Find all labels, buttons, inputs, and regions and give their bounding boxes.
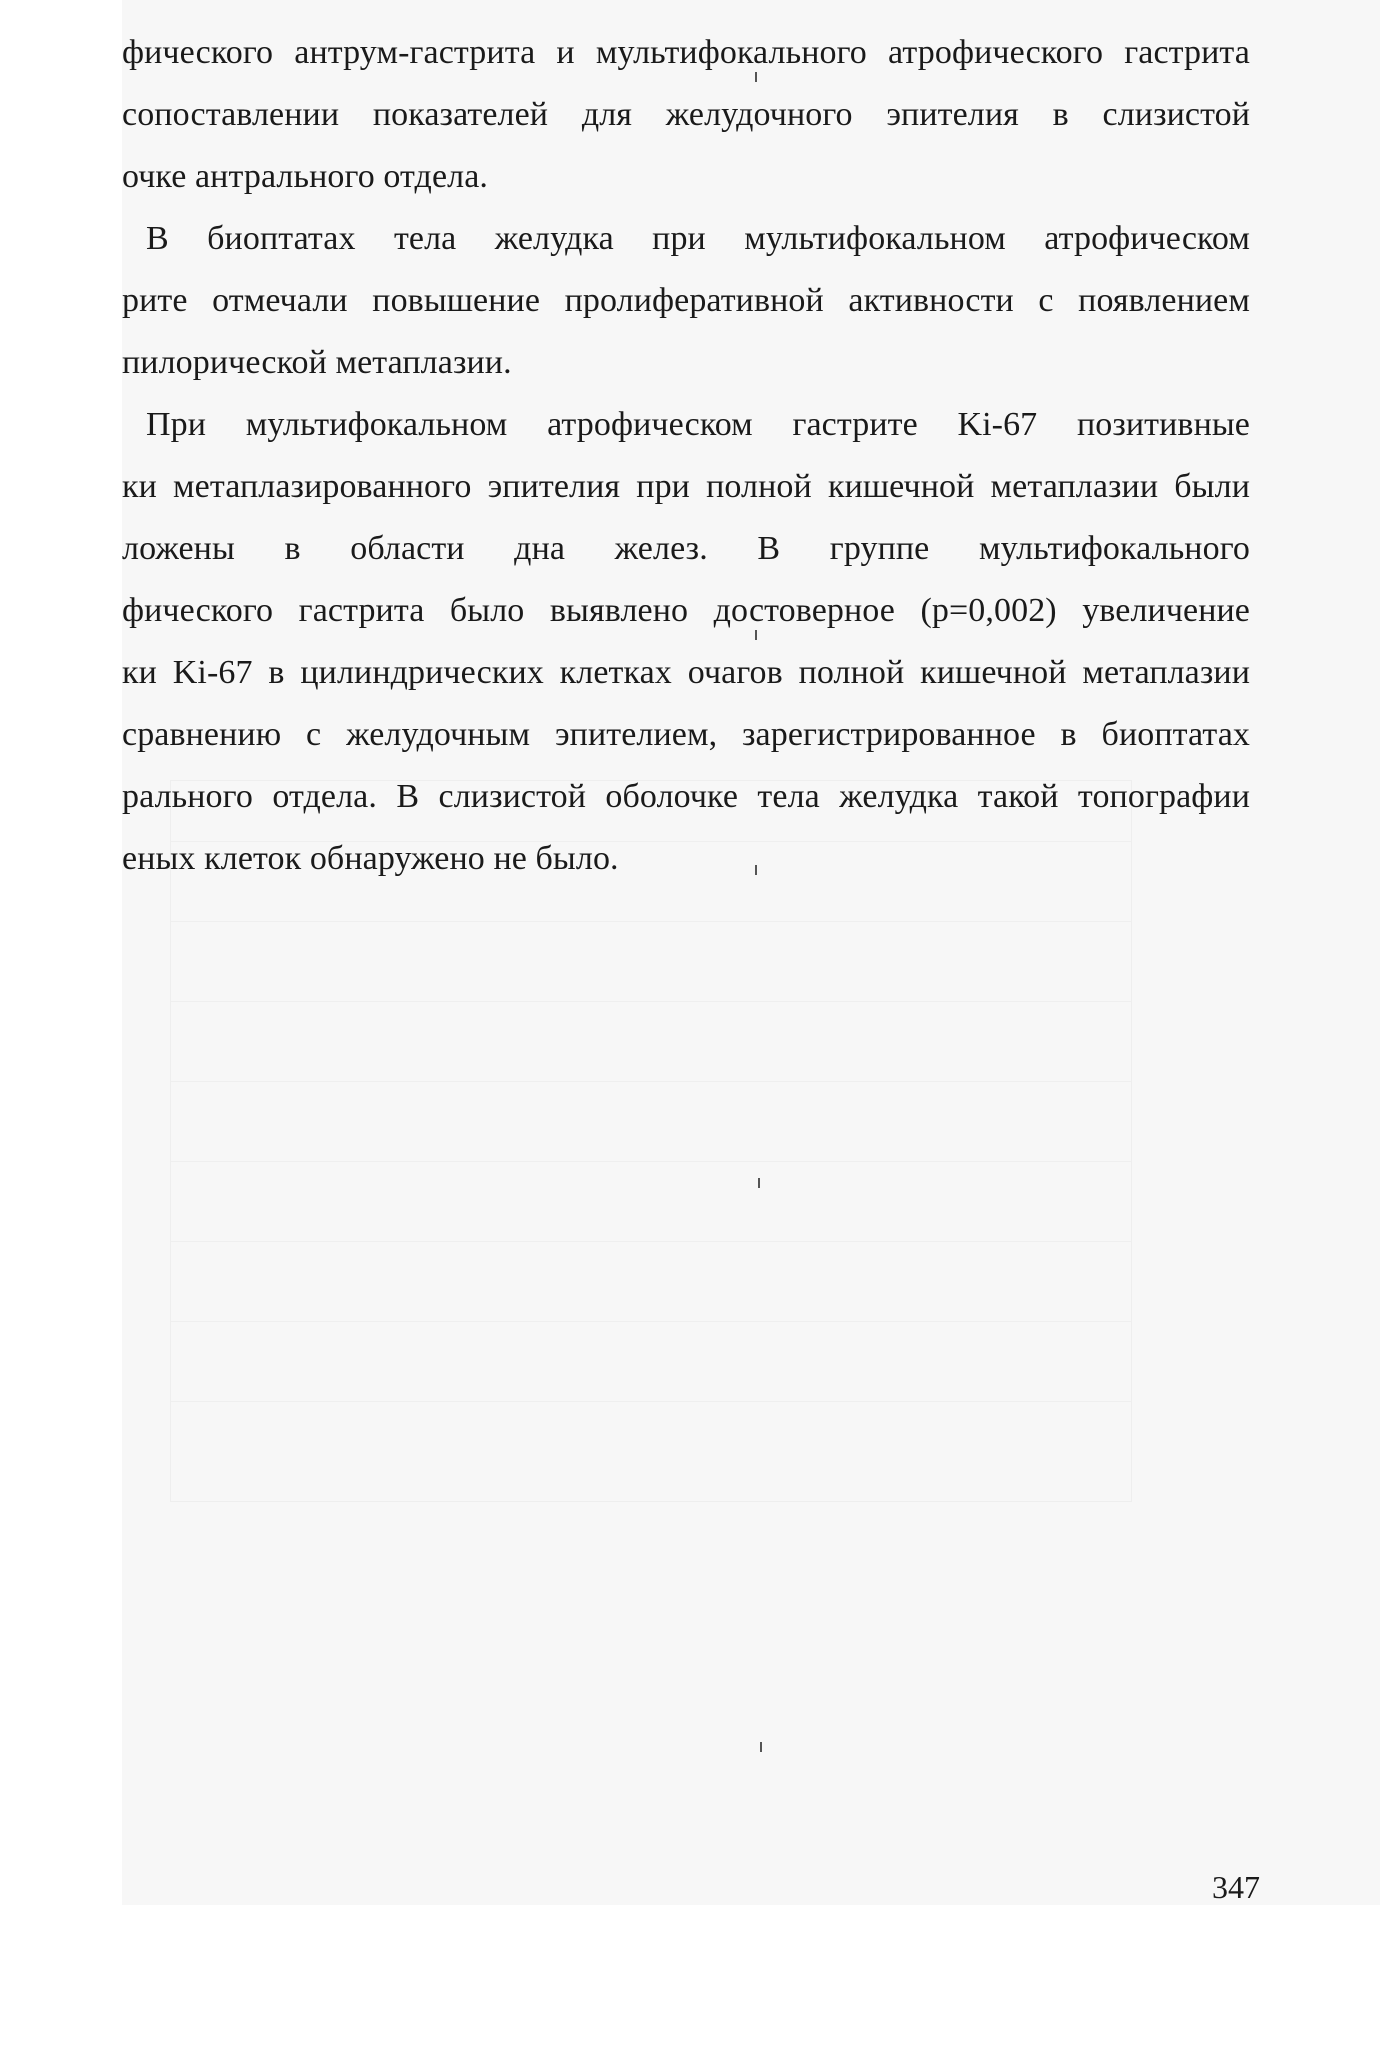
scan-speck bbox=[755, 630, 757, 640]
text-line: ложены в области дна желез. В группе мультифокального bbox=[122, 530, 1250, 567]
text-line: ки метаплазированного эпителия при полной кишечной метаплазии были bbox=[122, 468, 1250, 505]
text-line: сопоставлении показателей для желудочного эпителия в слизистой bbox=[122, 96, 1250, 133]
text-line: ки Ki-67 в цилиндрических клетках очагов полной кишечной метаплазии bbox=[122, 654, 1250, 691]
text-line: пилорической метаплазии. bbox=[122, 344, 512, 381]
scan-speck bbox=[755, 865, 757, 875]
scan-speck bbox=[755, 72, 757, 82]
text-line: фического гастрита было выявлено достоверное (p=0,002) увеличение bbox=[122, 592, 1250, 629]
text-line: сравнению с желудочным эпителием, зарегистрированное в биоптатах bbox=[122, 716, 1250, 753]
text-line: В биоптатах тела желудка при мультифокальном атрофическом bbox=[146, 220, 1250, 257]
scan-speck bbox=[758, 1178, 760, 1188]
text-line: еных клеток обнаружено не было. bbox=[122, 840, 619, 877]
text-line: фического антрум-гастрита и мультифокального атрофического гастрита bbox=[122, 34, 1250, 71]
text-line: рального отдела. В слизистой оболочке тела желудка такой топографии bbox=[122, 778, 1250, 815]
scan-speck bbox=[760, 1742, 762, 1752]
text-line: очке антрального отдела. bbox=[122, 158, 489, 195]
page-number: 347 bbox=[1212, 1869, 1260, 1905]
page-bottom-margin bbox=[0, 1905, 1380, 2050]
text-line: При мультифокальном атрофическом гастрите Ki-67 позитивные bbox=[146, 406, 1250, 443]
body-text bbox=[122, 22, 1250, 890]
text-line: рите отмечали повышение пролиферативной активности с появлением bbox=[122, 282, 1250, 319]
